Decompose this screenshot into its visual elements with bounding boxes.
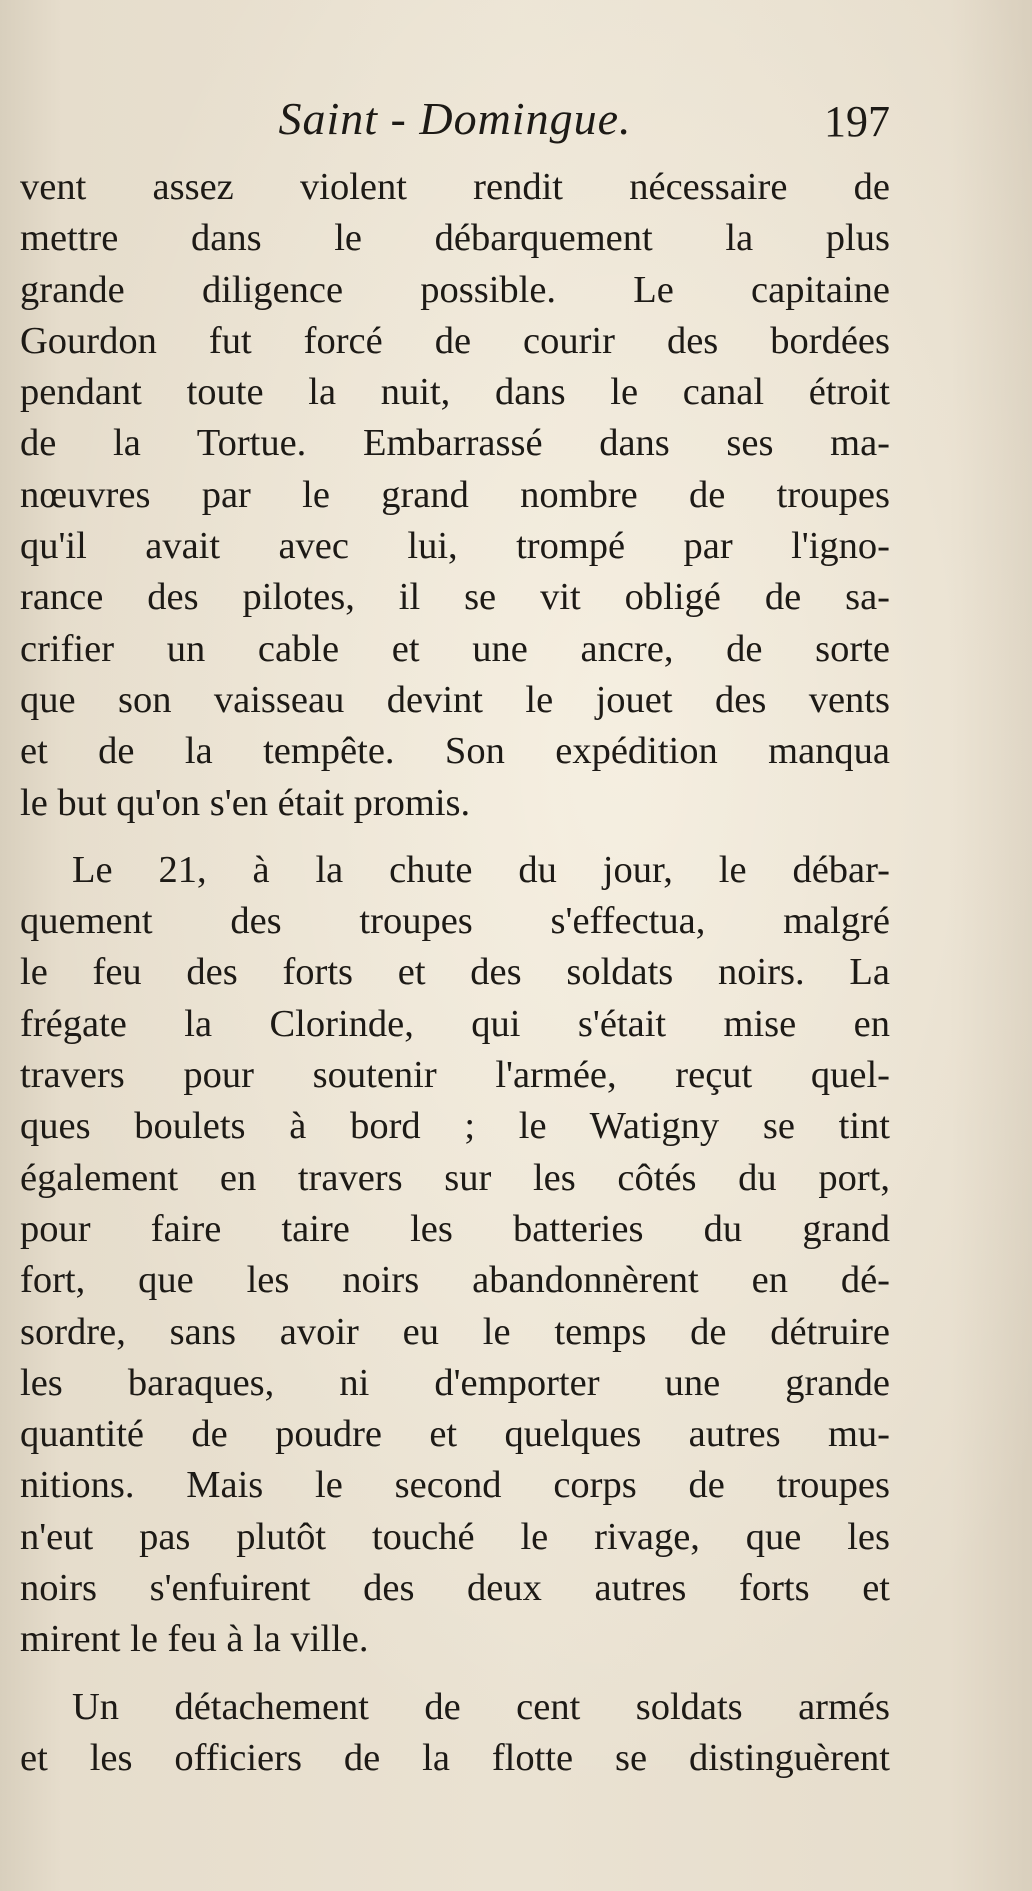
text-line: nœuvres par le grand nombre de troupes: [20, 473, 890, 516]
text-line: mirent le feu à la ville.: [20, 1618, 369, 1661]
text-line: quantité de poudre et quelques autres mu-: [20, 1413, 890, 1456]
text-line: Un détachement de cent soldats armés: [72, 1685, 890, 1728]
text-line: pour faire taire les batteries du grand: [20, 1207, 890, 1250]
text-line: pendant toute la nuit, dans le canal étroit: [20, 371, 890, 414]
page-header: [20, 92, 890, 156]
text-line: Gourdon fut forcé de courir des bordées: [20, 319, 890, 362]
text-line: qu'il avait avec lui, trompé par l'igno-: [20, 525, 890, 568]
text-line: rance des pilotes, il se vit obligé de sa-: [20, 576, 890, 619]
body-text: [20, 162, 890, 1784]
text-line: sordre, sans avoir eu le temps de détruire: [20, 1310, 890, 1353]
text-line: également en travers sur les côtés du port,: [20, 1156, 890, 1199]
text-line: ques boulets à bord ; le Watigny se tint: [20, 1105, 890, 1148]
text-line: le feu des forts et des soldats noirs. La: [20, 951, 890, 994]
text-line: frégate la Clorinde, qui s'était mise en: [20, 1002, 890, 1045]
text-line: Le 21, à la chute du jour, le débar-: [72, 848, 890, 891]
text-line: et de la tempête. Son expédition manqua: [20, 730, 890, 773]
paragraph-3: [20, 1682, 890, 1785]
text-line: noirs s'enfuirent des deux autres forts et: [20, 1567, 890, 1610]
paragraph-spacer: [20, 829, 890, 845]
text-line: et les officiers de la flotte se distinguèrent: [20, 1736, 890, 1779]
text-line: mettre dans le débarquement la plus: [20, 217, 890, 260]
paragraph-spacer: [20, 1666, 890, 1682]
text-line: que son vaisseau devint le jouet des vents: [20, 678, 890, 721]
text-line: vent assez violent rendit nécessaire de: [20, 166, 890, 208]
text-line: crifier un cable et une ancre, de sorte: [20, 627, 890, 670]
text-line: nitions. Mais le second corps de troupes: [20, 1464, 890, 1507]
paragraph-1: [20, 162, 890, 829]
running-title: Saint - Domingue.: [278, 93, 632, 144]
text-line: de la Tortue. Embarrassé dans ses ma-: [20, 422, 890, 465]
text-line: n'eut pas plutôt touché le rivage, que les: [20, 1515, 890, 1558]
text-line: les baraques, ni d'emporter une grande: [20, 1361, 890, 1404]
text-line: le but qu'on s'en était promis.: [20, 781, 471, 824]
text-line: quement des troupes s'effectua, malgré: [20, 900, 890, 943]
paragraph-2: [20, 845, 890, 1666]
text-line: grande diligence possible. Le capitaine: [20, 268, 890, 311]
text-line: travers pour soutenir l'armée, reçut quel-: [20, 1054, 890, 1097]
page-number: 197: [824, 97, 890, 146]
text-line: fort, que les noirs abandonnèrent en dé-: [20, 1259, 890, 1302]
